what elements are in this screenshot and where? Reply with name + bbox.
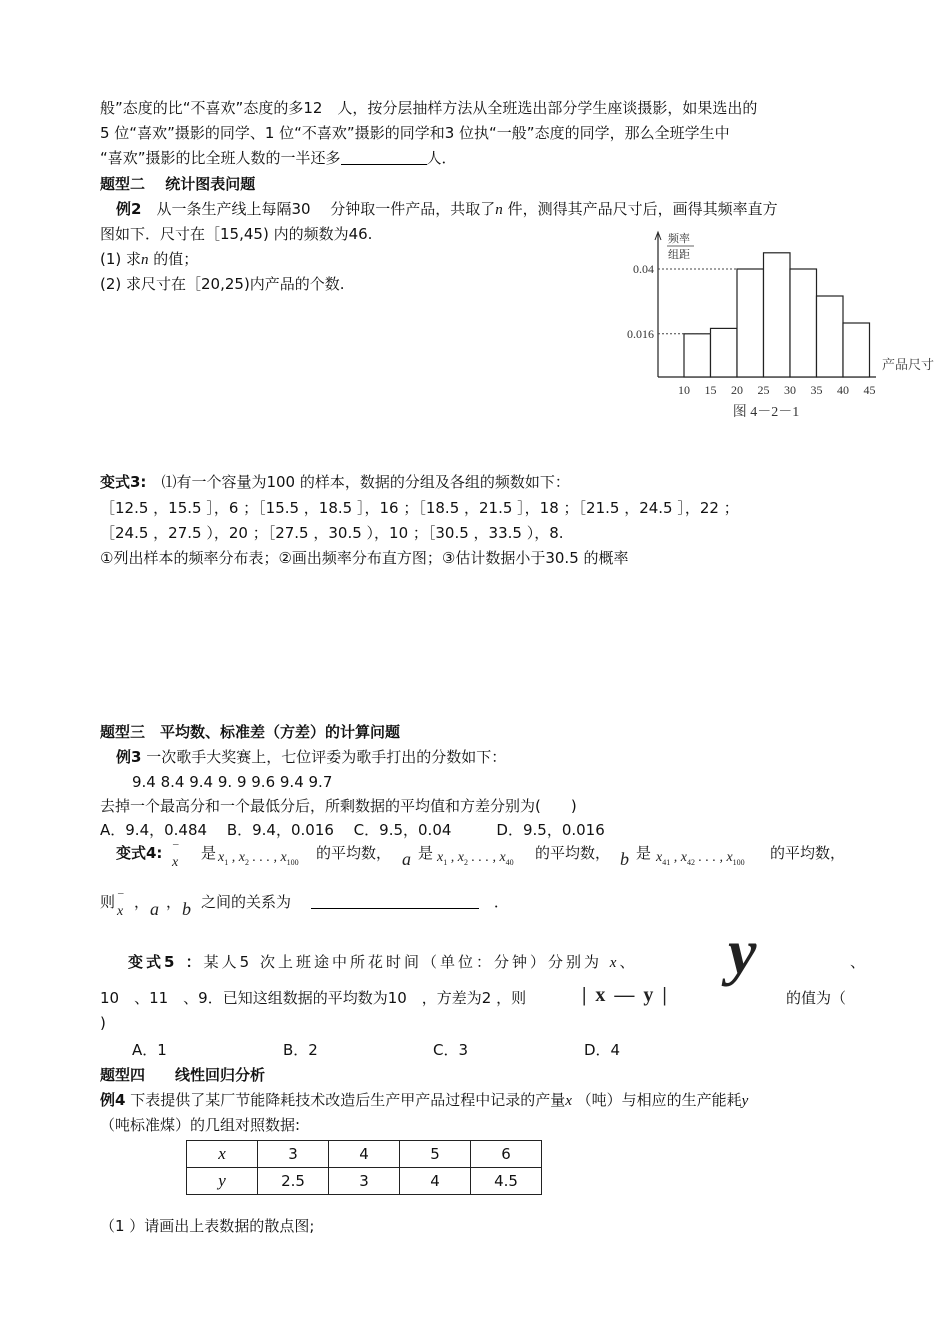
variant5-sep-1: 、 bbox=[619, 953, 638, 971]
abs-x-minus-y: | x — y | bbox=[582, 984, 669, 1006]
example2-q1 bbox=[100, 249, 198, 270]
x-tick-label: 10 bbox=[678, 383, 690, 397]
variant4-then: 则 bbox=[100, 893, 116, 911]
xbar-overline: – bbox=[173, 838, 179, 850]
histogram-bar bbox=[684, 334, 711, 377]
frequency-histogram bbox=[614, 226, 944, 426]
symbol-b: b bbox=[620, 849, 629, 869]
example3-label: 例3 bbox=[116, 748, 142, 766]
y-tick-label: 0.04 bbox=[633, 262, 654, 276]
variant3-text: ⑴有一个容量为100 的样本，数据的分组及各组的频数如下： bbox=[146, 473, 570, 491]
q1-text-b: 的值； bbox=[148, 250, 199, 268]
variant5-text: 某人5 次上班途中所花时间（单位：分钟）分别为 bbox=[203, 953, 602, 971]
relation-period: ． bbox=[493, 893, 509, 911]
x-axis-label: 产品尺寸 bbox=[882, 357, 935, 372]
histogram-bar bbox=[790, 269, 817, 377]
intro-line-3 bbox=[100, 148, 457, 168]
table-row bbox=[187, 1168, 542, 1195]
histogram-bar bbox=[737, 269, 764, 377]
x-tick-label: 30 bbox=[784, 383, 796, 397]
chart-caption: 图 4－2－1 bbox=[732, 405, 800, 420]
relation-text: 之间的关系为 bbox=[201, 893, 292, 911]
variant4-mean-3: 的平均数， bbox=[770, 844, 846, 862]
variant4-mean-1: 的平均数， bbox=[316, 844, 392, 862]
histogram-bar bbox=[817, 296, 844, 377]
histogram-bar bbox=[764, 253, 791, 377]
xbar-overline-2: – bbox=[118, 887, 124, 899]
data-table bbox=[186, 1140, 542, 1195]
table-row bbox=[187, 1141, 542, 1168]
example2-q2: (2) 求尺寸在［20,25)内产品的个数. bbox=[100, 275, 345, 293]
example4-text-1: 下表提供了某厂节能降耗技术改造后生产甲产品过程中记录的产量 bbox=[125, 1091, 566, 1109]
sequence-x1-x100: $x_1$ , $x_2$ . . . , $x_{100}$ bbox=[218, 850, 299, 867]
example2-line-2: 图如下．尺寸在［15,45) 内的频数为46. bbox=[100, 225, 373, 243]
x-tick-label: 45 bbox=[863, 383, 876, 397]
section3-title: 题型三 平均数、标准差（方差）的计算问题 bbox=[100, 723, 401, 741]
sequence-x41-x100: $x_{41}$ , $x_{42}$ . . . , $x_{100}$ bbox=[656, 850, 745, 867]
variant4-is-3: 是 bbox=[636, 844, 652, 862]
symbol-b-2: b bbox=[182, 899, 191, 919]
y-axis-label-top: 频率 bbox=[668, 233, 690, 245]
xbar-symbol-2: x bbox=[117, 904, 124, 919]
example2-text-a: 从一条生产线上每隔30 分钟取一件产品，共取了 bbox=[141, 200, 496, 218]
table-cell: 4 bbox=[400, 1168, 471, 1195]
example2-text-b: 件，测得其产品尺寸后，画得其频率直方 bbox=[502, 200, 778, 218]
table-cell: 3 bbox=[258, 1141, 329, 1168]
variant3-label: 变式3: bbox=[100, 473, 147, 491]
variant5-label: 变式5 ： bbox=[128, 953, 204, 971]
example2-n: n bbox=[495, 202, 503, 218]
example2-line-1 bbox=[116, 199, 778, 220]
variant5-big-y: y bbox=[728, 916, 757, 987]
q1-text-a: (1) 求 bbox=[100, 250, 142, 268]
example4-line-1 bbox=[100, 1090, 748, 1111]
symbol-a: a bbox=[402, 849, 411, 869]
example4-q1: （1 ）请画出上表数据的散点图; bbox=[100, 1217, 315, 1235]
variant5-line-1 bbox=[128, 952, 637, 973]
intro-line-3-text: “喜欢”摄影的比全班人数的一半还多 bbox=[100, 149, 341, 167]
sequence-x1-x40: $x_1$ , $x_2$ . . . , $x_{40}$ bbox=[437, 850, 514, 867]
q1-n: n bbox=[141, 252, 149, 268]
table-head-y: y bbox=[187, 1168, 258, 1195]
comma-1: ， bbox=[134, 893, 150, 911]
table-cell: 3 bbox=[329, 1168, 400, 1195]
histogram-bar bbox=[711, 328, 738, 377]
y-axis-label-bottom: 组距 bbox=[668, 249, 690, 261]
comma-2: ， bbox=[166, 893, 182, 911]
variant3-line-4: ①列出样本的频率分布表；②画出频率分布直方图；③估计数据小于30.5 的概率 bbox=[100, 549, 629, 567]
answer-blank bbox=[341, 150, 427, 165]
example3-text: 一次歌手大奖赛上，七位评委为歌手打出的分数如下： bbox=[141, 748, 507, 766]
variant4-relation bbox=[201, 892, 509, 912]
variant3-line-1 bbox=[100, 472, 570, 492]
table-head-x: x bbox=[187, 1141, 258, 1168]
example3-scores: 9.4 8.4 9.4 9. 9 9.6 9.4 9.7 bbox=[132, 773, 333, 791]
variant5-value-of: 的值为（ bbox=[786, 989, 847, 1007]
xbar-symbol: x bbox=[172, 855, 179, 870]
intro-line-1: 般”态度的比“不喜欢”态度的多12 人，按分层抽样方法从全班选出部分学生座谈摄影，如果选出的 bbox=[100, 99, 758, 117]
table-cell: 4.5 bbox=[471, 1168, 542, 1195]
relation-blank bbox=[311, 894, 479, 909]
example3-question: 去掉一个最高分和一个最低分后，所剩数据的平均值和方差分别为( ) bbox=[100, 797, 577, 815]
section2-title: 题型二 统计图表问题 bbox=[100, 175, 256, 193]
table-cell: 2.5 bbox=[258, 1168, 329, 1195]
variant5-line-3: ) bbox=[100, 1014, 106, 1032]
example4-y: y bbox=[741, 1093, 749, 1109]
example3-options: A．9.4，0.484 B．9.4，0.016 C．9.5，0.04 D．9.5，0.016 bbox=[100, 821, 605, 839]
table-cell: 6 bbox=[471, 1141, 542, 1168]
example4-line-2: （吨标准煤）的几组对照数据: bbox=[100, 1116, 301, 1134]
variant4-label: 变式4: bbox=[116, 844, 163, 862]
example2-label: 例2 bbox=[116, 200, 142, 218]
variant4-is-1: 是 bbox=[201, 844, 217, 862]
x-tick-label: 25 bbox=[757, 383, 770, 397]
variant5-option-c: C．3 bbox=[433, 1041, 469, 1059]
table-cell: 5 bbox=[400, 1141, 471, 1168]
y-tick-label: 0.016 bbox=[627, 326, 654, 341]
x-tick-label: 20 bbox=[731, 383, 743, 397]
variant3-line-2: ［12.5 ，15.5 ］，6 ；［15.5 ，18.5 ］，16 ；［18.5 ，21.5 ］，18 ；［21.5 ，24.5 ］，22 ； bbox=[100, 499, 739, 517]
variant3-line-3: ［24.5 ，27.5 ），20 ；［27.5 ，30.5 ），10 ；［30.5 ，33.5 ），8. bbox=[100, 524, 564, 542]
variant4-is-2: 是 bbox=[418, 844, 434, 862]
intro-line-3-end: 人． bbox=[426, 149, 457, 167]
example4-x: x bbox=[565, 1093, 572, 1109]
variant5-line-2: 10 、11 、9．已知这组数据的平均数为10 ，方差为2 ，则 bbox=[100, 989, 527, 1007]
x-tick-label: 15 bbox=[704, 383, 717, 397]
variant5-option-a: A．1 bbox=[132, 1041, 167, 1059]
example3-line bbox=[116, 747, 506, 767]
variant5-option-d: D．4 bbox=[584, 1041, 621, 1059]
table-cell: 4 bbox=[329, 1141, 400, 1168]
example4-label: 例4 bbox=[100, 1091, 126, 1109]
variant5-x: x bbox=[609, 955, 620, 971]
x-tick-label: 35 bbox=[810, 383, 823, 397]
histogram-bar bbox=[843, 323, 870, 377]
intro-line-2: 5 位“喜欢”摄影的同学、1 位“不喜欢”摄影的同学和3 位执“一般”态度的同学，那么全班学生中 bbox=[100, 124, 730, 142]
variant4-mean-2: 的平均数， bbox=[535, 844, 611, 862]
x-tick-label: 40 bbox=[837, 383, 849, 397]
example4-text-2: （吨）与相应的生产能耗 bbox=[571, 1091, 742, 1109]
section4-title: 题型四 线性回归分析 bbox=[100, 1066, 266, 1084]
variant5-sep-2: 、 bbox=[850, 953, 866, 971]
variant5-option-b: B．2 bbox=[283, 1041, 318, 1059]
symbol-a-2: a bbox=[150, 899, 159, 919]
